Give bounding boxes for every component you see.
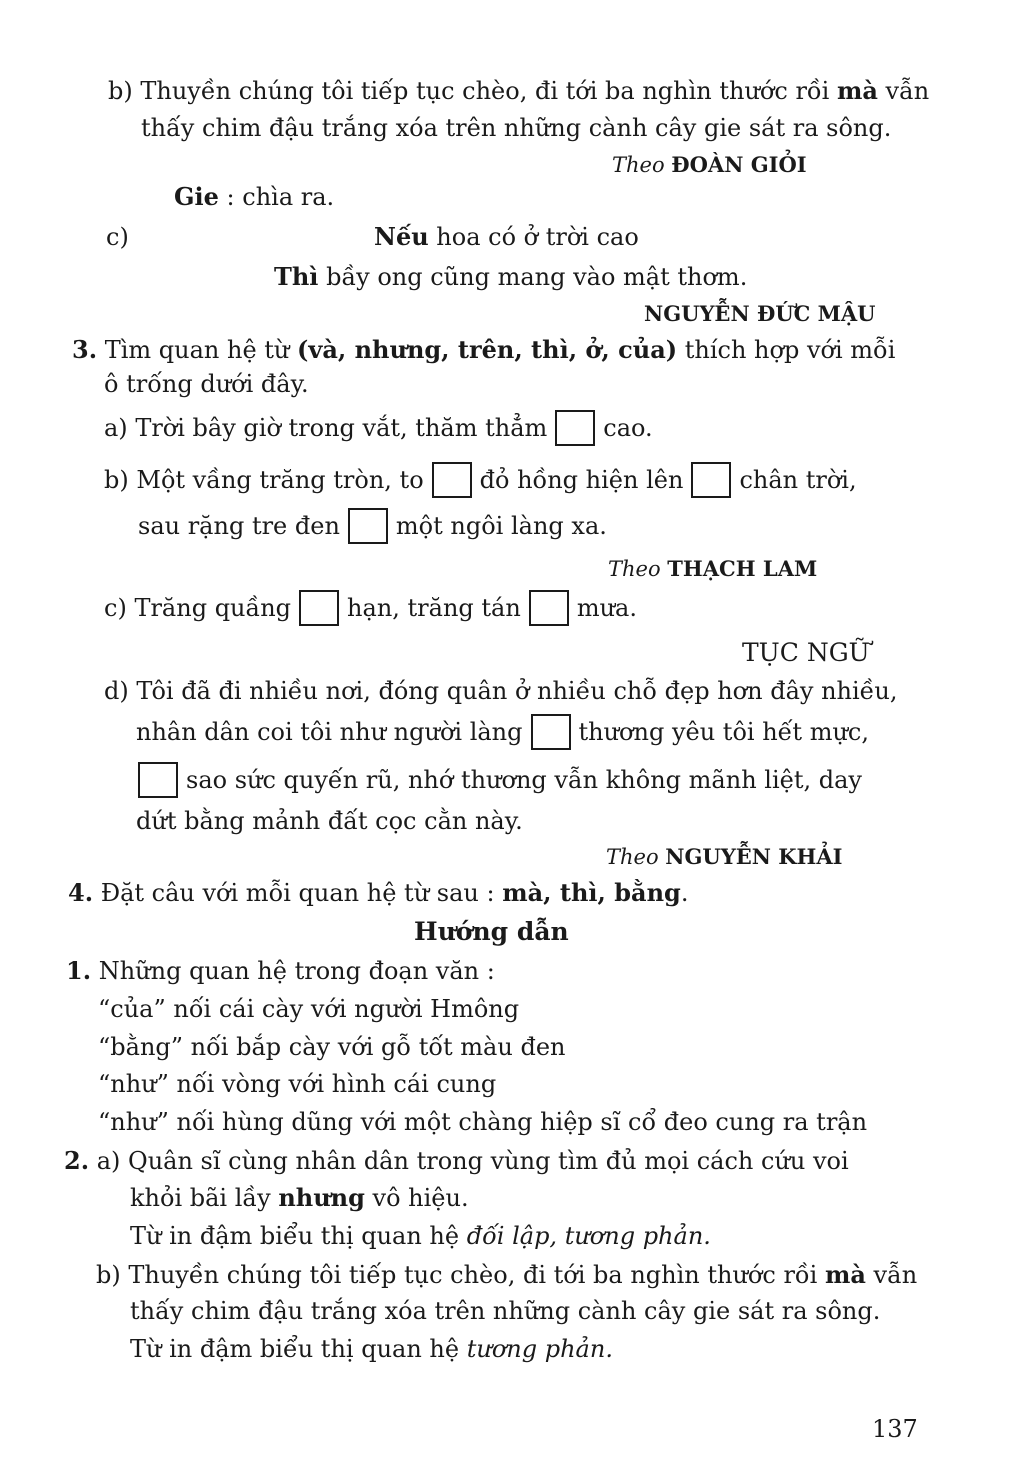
text: cao. <box>603 414 653 442</box>
gloss <box>174 182 334 212</box>
item-3d-line-3 <box>130 762 862 798</box>
text: Trăng quầng <box>134 594 292 622</box>
text: Từ in đậm biểu thị quan hệ <box>130 1222 460 1250</box>
item-label: d) <box>104 677 129 705</box>
item-label: c) <box>104 594 127 622</box>
word-list: mà, thì, bằng <box>502 878 681 907</box>
gloss-definition: : chìa ra. <box>226 183 335 211</box>
question-number: 3. <box>72 335 98 364</box>
source-author: NGUYỄN ĐỨC MẬU <box>644 301 876 326</box>
text: hạn, trăng tán <box>347 594 521 622</box>
answer-box[interactable] <box>432 462 472 498</box>
guide-2b-line-2: thấy chim đậu trắng xóa trên những cành cây gie sát ra sông. <box>130 1297 881 1325</box>
text: thương yêu tôi hết mực, <box>578 718 869 746</box>
text: vô hiệu. <box>372 1184 469 1212</box>
source-prefix: Theo <box>608 557 661 581</box>
text: khỏi bãi lầy <box>130 1184 271 1212</box>
source-citation: TỤC NGỮ <box>742 638 870 667</box>
item-3d-line-1 <box>104 676 898 706</box>
text: sao sức quyến rũ, nhớ thương vẫn không mãnh liệt, day <box>186 766 862 794</box>
item-2b-line-2: thấy chim đậu trắng xóa trên những cành cây gie sát ra sông. <box>141 114 892 142</box>
source-author: ĐOÀN GIỎI <box>671 152 807 177</box>
question-number: 1. <box>66 956 92 985</box>
item-label: c) <box>106 223 129 251</box>
text: Đặt câu với mỗi quan hệ từ sau : <box>100 879 495 907</box>
text: Từ in đậm biểu thị quan hệ <box>130 1335 460 1363</box>
text: sau rặng tre đen <box>138 512 340 540</box>
item-label: b) <box>104 466 129 494</box>
guide-1-line: “của” nối cái cày với người Hmông <box>98 995 520 1023</box>
bold-word: Thì <box>274 262 319 291</box>
page-number: 137 <box>872 1415 918 1443</box>
text: mưa. <box>576 594 637 622</box>
text: thích hợp với mỗi <box>684 336 896 364</box>
guide-1-intro <box>66 956 495 986</box>
text: bầy ong cũng mang vào mật thơm. <box>326 263 748 291</box>
question-3-line-2: ô trống dưới đây. <box>104 370 309 398</box>
bold-word: mà <box>836 76 878 105</box>
answer-box[interactable] <box>348 508 388 544</box>
question-number: 2. <box>64 1146 90 1175</box>
source-prefix: Theo <box>606 845 659 869</box>
item-3d-line-2 <box>136 714 869 750</box>
source-author: NGUYỄN KHẢI <box>665 844 843 869</box>
item-3c <box>104 590 637 626</box>
italic-text: đối lập, tương phản. <box>466 1222 711 1250</box>
source-citation <box>606 842 842 872</box>
answer-box[interactable] <box>299 590 339 626</box>
text: Tôi đã đi nhiều nơi, đóng quân ở nhiều chỗ đẹp hơn đây nhiều, <box>136 677 898 705</box>
answer-box[interactable] <box>555 410 595 446</box>
guide-1-line: “bằng” nối bắp cày với gỗ tốt màu đen <box>98 1033 566 1061</box>
question-number: 4. <box>68 878 94 907</box>
guide-heading: Hướng dẫn <box>414 917 569 946</box>
answer-box[interactable] <box>691 462 731 498</box>
item-3a <box>104 410 653 446</box>
text: đỏ hồng hiện lên <box>479 466 684 494</box>
text: Thuyền chúng tôi tiếp tục chèo, đi tới ba nghìn thước rồi <box>128 1261 818 1289</box>
answer-box[interactable] <box>529 590 569 626</box>
text: Quân sĩ cùng nhân dân trong vùng tìm đủ mọi cách cứu voi <box>128 1147 849 1175</box>
guide-1-line: “như” nối vòng với hình cái cung <box>98 1070 497 1098</box>
bold-word: Nếu <box>374 222 429 251</box>
text: hoa có ở trời cao <box>436 223 639 251</box>
text: Thuyền chúng tôi tiếp tục chèo, đi tới ba nghìn thước rồi <box>140 77 830 105</box>
text: nhân dân coi tôi như người làng <box>136 718 523 746</box>
bold-word: nhưng <box>278 1183 365 1212</box>
guide-2b-note <box>130 1334 613 1364</box>
guide-2a-line-2 <box>130 1183 469 1213</box>
italic-text: tương phản. <box>466 1335 613 1363</box>
source-prefix: Theo <box>612 153 665 177</box>
item-label: b) <box>108 77 133 105</box>
answer-box[interactable] <box>138 762 178 798</box>
item-3b-line-2 <box>138 508 607 544</box>
poem-line-2 <box>274 262 747 292</box>
question-4 <box>68 878 688 908</box>
text: chân trời, <box>739 466 857 494</box>
text: Trời bây giờ trong vắt, thăm thẳm <box>135 414 548 442</box>
text: Tìm quan hệ từ <box>104 336 290 364</box>
question-3-line-1 <box>72 335 928 365</box>
source-citation <box>612 150 807 180</box>
item-label: a) <box>96 1147 121 1175</box>
text: . <box>680 879 689 907</box>
poem-line-1 <box>374 222 639 252</box>
guide-2b-line-1 <box>96 1260 918 1290</box>
source-citation <box>608 554 817 584</box>
guide-1-line: “như” nối hùng dũng với một chàng hiệp sĩ cổ đeo cung ra trận <box>98 1108 868 1136</box>
word-list: (và, nhưng, trên, thì, ở, của) <box>297 335 678 364</box>
text: một ngôi làng xa. <box>395 512 607 540</box>
bold-word: mà <box>824 1260 866 1289</box>
text: Những quan hệ trong đoạn văn : <box>98 957 495 985</box>
item-3b-line-1 <box>104 462 928 498</box>
item-label: a) <box>104 414 128 442</box>
guide-2a-note <box>130 1221 711 1251</box>
text: vẫn <box>885 77 930 105</box>
item-label: b) <box>96 1261 121 1289</box>
item-3d-line-4: dứt bằng mảnh đất cọc cằn này. <box>136 807 523 835</box>
gloss-term: Gie <box>174 182 219 211</box>
item-2b-line-1 <box>108 76 928 106</box>
answer-box[interactable] <box>531 714 571 750</box>
source-citation <box>644 299 876 329</box>
source-author: THẠCH LAM <box>667 556 818 581</box>
text: Một vầng trăng tròn, to <box>136 466 424 494</box>
guide-2a-line-1 <box>64 1146 918 1176</box>
text: vẫn <box>873 1261 918 1289</box>
